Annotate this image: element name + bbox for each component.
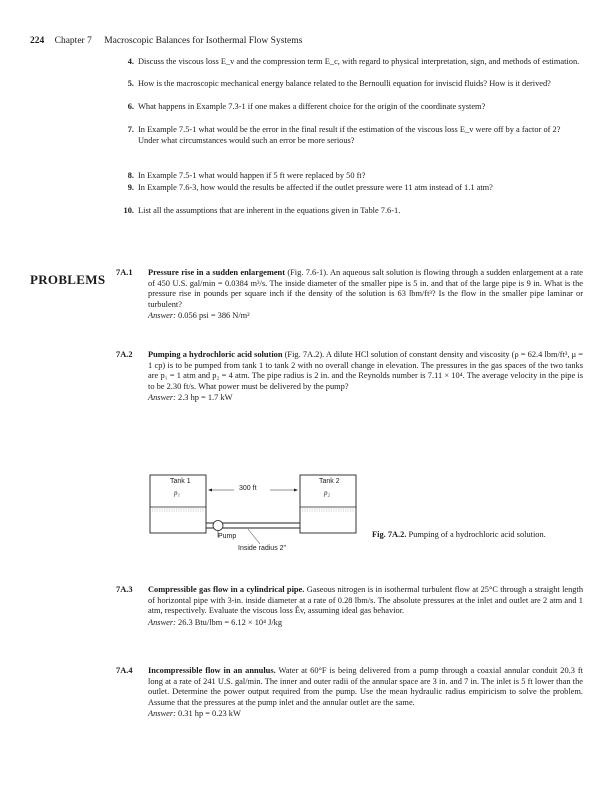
tank-2-label: Tank 2 [319,478,340,485]
question-text: In Example 7.5-1 what would be the error in the final result if the estimation of the viscous loss E_v were off by a factor of 2? Under what circumstances would such an error be more serious? [138,125,561,145]
question-number: 9. [127,183,134,192]
question-item [127,57,583,68]
problems-heading: PROBLEMS [30,272,106,287]
answer-label: Answer: [148,709,176,719]
problem-number: 7A.1 [116,268,133,277]
answer-label: Answer: [148,617,176,627]
question-number: 4. [127,57,134,66]
question-text: List all the assumptions that are inherent in the equations given in Table 7.6-1. [138,206,401,215]
question-text: Discuss the viscous loss E_v and the compression term E_c, with regard to physical interpretation, sign, and methods of estimation. [138,57,580,66]
answer-value: 0.056 psi = 386 N/m² [178,311,250,321]
caption-text: Pumping of a hydrochloric acid solution. [408,530,546,539]
problem-item [116,666,583,720]
pump-icon [213,521,223,531]
answer-value: 26.3 Btu/lbm = 6.12 × 10⁴ J/kg [178,617,283,627]
problem-title: Incompressible flow in an annulus. [148,666,276,675]
problem-text: (Fig. 7A.2). A dilute HCl solution of constant density and viscosity (ρ = 62.4 lbm/ft³, μ = 1 cp) is to be pumped from tank 1 to tank 2 with no overall change in elevation. The pressures in the gas spaces of the two tanks are p₁ = 1 atm and p₂ = 4 atm. The pipe radius is 2 in. and the Reynolds number is 7.11 × 10⁴. The average velocity in the pipe is to be 2.30 ft/s. What power must be delivered by the pump? [148,350,583,391]
problem-item [116,585,584,628]
answer-label: Answer: [148,311,176,321]
problem-title: Pressure rise in a sudden enlargement [148,268,286,277]
p1-label: p₁ [174,489,180,497]
problem-title: Compressible gas flow in a cylindrical pipe. [148,585,305,594]
question-item [127,102,583,113]
problem-item [116,268,584,322]
chapter-title: Macroscopic Balances for Isothermal Flow Systems [104,36,303,46]
problem-item [116,350,583,404]
page-number: 224 [30,36,45,46]
running-header [30,36,302,46]
problem-text: (Fig. 7.6-1). An aqueous salt solution is flowing through a sudden enlargement at a rate of 450 U.S. gal/min = 0.0384 m³/s. The inside diameter of the smaller pipe is 5 in. and that of the large pipe is 9 in. What is the pressure rise in pounds per square inch if the density of the solution is 63 lbm/ft³? Is the flow in the smaller pipe laminar or turbulent? [148,268,584,309]
question-item [123,206,583,217]
problem-title: Pumping a hydrochloric acid solution [148,350,283,359]
question-number: 7. [127,125,134,134]
figure-caption [372,530,582,541]
question-item [127,171,583,182]
question-text: What happens in Example 7.3-1 if one makes a different choice for the origin of the coordinate system? [138,102,486,111]
question-text: In Example 7.5-1 what would happen if 5 ft were replaced by 50 ft? [138,171,366,180]
question-item [127,183,583,194]
question-text: How is the macroscopic mechanical energy balance related to the Bernoulli equation for inviscid fluids? How is it derived? [138,79,551,88]
answer-value: 2.3 hp = 1.7 kW [178,393,233,403]
problem-number: 7A.3 [116,585,133,594]
problem-answer [148,393,583,404]
figure-pumping-diagram [148,467,358,557]
problem-answer [148,709,583,720]
problem-answer [148,618,583,629]
problem-text: Gaseous nitrogen is in isothermal turbulent flow at 25°C through a straight length of horizontal pipe with 3-in. inside diameter at a rate of 0.28 lbm/s. The absolute pressures at the inlet and outlet are 2 atm and 1 atm, respectively. Evaluate the viscous loss Êv, assuming ideal gas behavior. [148,585,584,616]
answer-value: 0.31 hp = 0.23 kW [178,709,241,719]
question-number: 8. [127,171,134,180]
pipe-length-label: 300 ft [239,485,257,492]
question-text: In Example 7.6-3, how would the results be affected if the outlet pressure were 11 atm instead of 1.1 atm? [138,183,493,192]
caption-label: Fig. 7A.2. [372,530,407,539]
question-number: 10. [123,206,134,215]
pump-label: Pump [218,533,237,540]
p2-label: p₂ [324,489,330,497]
radius-label: Inside radius 2" [238,545,287,552]
tank-1-label: Tank 1 [170,478,191,485]
question-item [127,79,583,90]
answer-label: Answer: [148,393,176,403]
problem-answer [148,311,583,322]
question-number: 6. [127,102,134,111]
chapter-label: Chapter 7 [54,36,92,46]
question-number: 5. [127,79,134,88]
radius-pointer [248,529,260,544]
problem-text: Water at 60°F is being delivered from a pump through a coaxial annular conduit 20.3 ft long at a rate of 241 U.S. gal/min. The inner and outer radii of the annular space are 3 in. and 7 in. The inlet is 5 ft lower than the outlet. Determine the power output required from the pump. Use the mean hydraulic radius empiricism to solve the problem. Assume that the pressures at the pump inlet and the annular outlet are the same. [148,666,583,707]
problem-number: 7A.4 [116,666,133,675]
question-item [127,125,583,146]
problem-number: 7A.2 [116,350,133,359]
